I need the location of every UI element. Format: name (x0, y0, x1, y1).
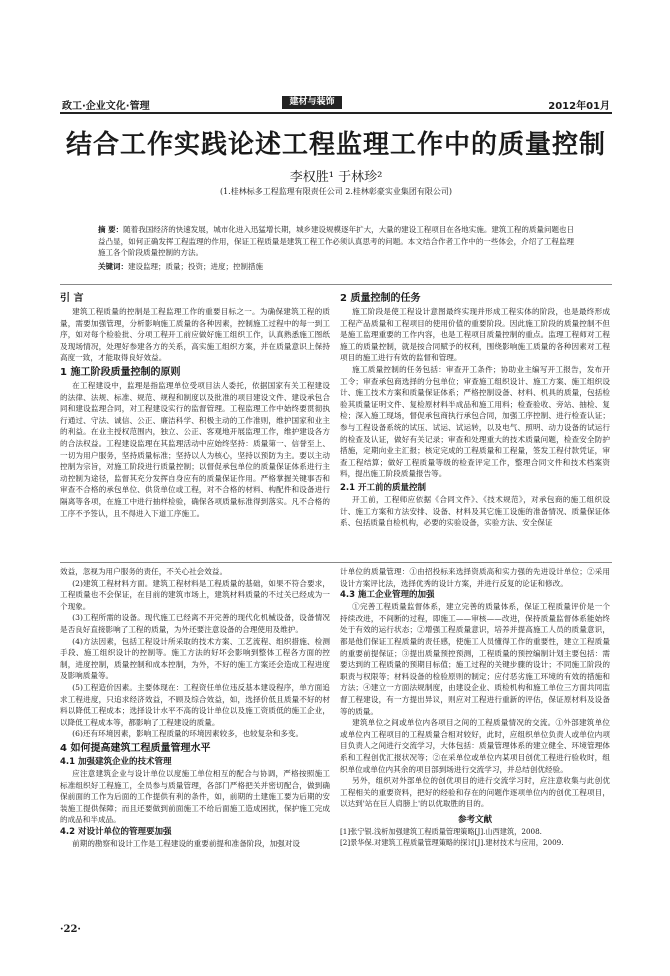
right-cont-text: 计单位的质量管理：①由招投标来选择资质高和实力强的先进设计单位；②采用设计方案评比法，选择优秀的设计方案，并进行反复的论证和修改。 (340, 567, 610, 588)
section-2-1-text: 开工前，工程师应依据《合同文件》、《技术规范》，对承包商的施工组织设计、施工方案和方法安排、设备、材料及其它施工设施的准备情况、质量保证体系、包括质量自检机构，必要的实验设备，实验方法、安全保证 (340, 494, 610, 528)
intro-heading: 引 言 (60, 293, 84, 304)
closing-text: 另外，组织对外部单位的创优项目的进行交流学习时，应注意收集与此创优工程相关的重要资料，把好的经验和存在的问题作逐项单位内的创优工程项目，以达到'站在巨人肩膀上'的以优取胜的目的。 (340, 776, 610, 809)
left-cont-text: 效益，忽视为用户服务的责任，不关心社会效益。 (60, 567, 228, 576)
left-column-bottom (60, 566, 330, 849)
section-1-text: 在工程建设中，监理是指监理单位受项目法人委托，依据国家有关工程建设的法律、法规、标准、规范、规程和制度以及批准的项目建设文件、建设承包合同和建设监理合同，对工程建设实行的监督管理。工程监理工作中始终要贯彻执行通过、守法、诚信、公正、廉洁科学、积极主动的工作准则，维护国家和业主的利益。在业主授权范围内，独立、公正、客观地开展监理工作，维护建设各方的合法权益。工程建设监理在其监理活动中应始终坚持：质量第一、信誉至上、一切为用户服务，坚持质量标准；坚持以人为核心，坚持以预防为主。要以主动控制为宗旨，对施工阶段进行质量控制；以督促承包单位的质量保证体系进行主动控制为途径，监督其充分发挥自身应有的质量保证作用。严格掌握关键事否和审查不合格的承包单位、供货单位或工程，对不合格的材料、构配件和设备进行隔离等各项，在施工中进行抽样检验，确保各项质量标准得到落实。凡不合格的工序不予签认，且不得进入下道工序施工。 (60, 380, 330, 518)
right-column-top (340, 292, 610, 529)
section-4-3-text: ①完善工程质量监督体系，建立完善的质量体系，保证工程质量评价是一个持续改进，不间断的过程，即施工——审核——改进，保持质量监督体系能始终处于有效的运行状态；②增强工程质量意识，培养并提高施工人员的质量意识，都是他们保证工程质量的责任感，使施工人员懂得工作的重要性，建立工程质量的重要前提保证；③提出质量预控预测，工程质量的预控编制计划主要包括：需要达到的工程质量的预期目标值；施工过程的关键步骤的设计；不同施工阶段的职责与权限等；材料设备的检验原则的制定；应付恶劣施工环境的有效的措施和方法；④建立一方面法规制度，由建设企业、质检机构和施工单位三方面共同监督工程建设，有一方提出异议，则应对工程进行重新的评估，保证原材料及设备等的质量。 (340, 602, 610, 716)
reference-item: [2]景华保.对建筑工程质量管理策略的探讨[J].建材技术与应用，2009. (340, 837, 564, 847)
exchange-text: 建筑单位之间或单位内各项目之间的工程质量情况的交流。①外部建筑单位或单位内工程项目的工程质量合相对较好，此时，应组织单位负责人或单位内项目负责人之间进行交流学习，大体包括：质量管理体系的建立健全、环境管理体系和工程创优汇报状况等；②在采单位或单位内某项目创优工程进行验收时，组织单位或单位内其余的项目部到场进行交流学习，并总结创优经验。 (340, 718, 610, 774)
abstract-divider (60, 284, 612, 285)
section-4-2-text: 前期的勘察和设计工作是工程建设的重要前提和准备阶段，加强对设 (72, 838, 300, 848)
journal-name: 建材与装饰 (282, 96, 342, 109)
section-4-2-heading: 4.2 对设计单位的管理要加强 (60, 826, 172, 837)
paper-title: 结合工作实践论述工程监理工作中的质量控制 (65, 130, 606, 160)
block-divider (60, 562, 612, 563)
keywords (98, 261, 574, 273)
abstract-label: 摘 要： (98, 225, 124, 234)
affiliations: (1.桂林标多工程监理有限责任公司 2.桂林彰豪实业集团有限公司) (219, 187, 453, 196)
abstract-text (98, 224, 574, 259)
keywords-body: 建设监理；质量；投资；进度；控制措施 (128, 261, 263, 271)
section-2-1-heading: 2.1 开工前的质量控制 (340, 482, 427, 493)
intro-text: 建筑工程质量的控制是工程监理工作的重要目标之一。为确保建筑工程的质量，需要加强管理，分析影响施工质量的各种因素，控制施工过程中的每一到工序，如对每个检验批、分项工程开工前应做好施工组织工作，认真熟悉施工图纸及现场情况，处理好参建各方的关系，高实施工组织方案，并在质量意识上保持高度一致，才能取得良好效益。 (60, 307, 330, 363)
factor-cost: (5)工程造价因素。主要体现在：工程资任单位违反基本建设程序，单方面追求工程进度，只追求经济效益，不顾及综合效益，如，选择价低且质量不好的材料以降低工程成本；选择设计水平不高的设计单位以及施工资质低的施工企业，以降低工程成本等，都影响了工程建设的质量。 (60, 682, 330, 727)
section-2-text-2: 施工质量控制的任务包括：审查开工条件；协助业主编写开工报告，发布开工令；审查承包商选择的分包单位；审查施工组织设计、施工方案、施工组织设计、施工技术方案和质量保证体系；严格控制设备、材料、机具的质量，包括检验其质量证明文件、复检原材料半成品和施工用料；检查验收、旁站、抽检、复检；深入施工现场，督促承包商执行承包合同，加强工序控制、进行检查认证；参与工程设备系统的试压、试运、试运转，以及电气、照明、动力设备的试运行的检查及认证，做好有关记录；审查和处理重大的技术质量问题，检查安全防护措施，定期向业主汇报；核定完成的工程质量和工程量，签发工程付款凭证，审查工程结算；做好工程质量等级的检查评定工作，整理合同文件和技术档案资料，提出施工阶段质量报告等。 (340, 364, 610, 479)
factor-methods: (4)方法因素，包括工程设计所采取的技术方案、工艺流程、组织措施、检测手段、施工组织设计的控制等。施工方法的好坏会影响到整体工程各方面的控制，进度控制，质量控制和成本控制，为外，不好的施工方案还会造成工程进度及影响质量等。 (60, 636, 330, 681)
keywords-label: 关键词： (98, 261, 128, 271)
abstract (98, 224, 574, 272)
reference-item: [1]张宁银.浅析加强建筑工程质量管理策略[J].山西建筑，2008. (340, 826, 542, 836)
factor-equipment: (3)工程所需的设备。现代施工已经离不开完善的现代化机械设备，设备情况是否良好直接影响了工程的质量，为外还要注意设备的合理使用及维护。 (60, 613, 330, 634)
abstract-body: 随着我国经济的快速发展，城市化进入迅猛增长期，城乡建设规模逐年扩大，大量的建设工程项目在各地实施。建筑工程的质量问题也日益凸显，如何正确发挥工程监理的作用，保证工程质量是建筑工程工作必须认真思考的问题。本文结合作者工作中的一些体会，介绍了工程监理施工各个阶段质量控制的方法。 (98, 225, 574, 257)
section-4-heading: 4 如何提高建筑工程质量管理水平 (60, 742, 211, 754)
section-4-1-heading: 4.1 加强建筑企业的技术管理 (60, 756, 172, 767)
section-4-1-text: 应注意建筑企业与设计单位以度施工单位相互的配合与协调，严格按照施工标准组织好工程施工，全员参与质量管理，各部门严格把关并密切配合，做到确保前面的工作为后面的工作提供有利的条件，如，前期的土建施工要为后期的安装施工提供保障；而且还要做到前面施工不给后面施工造成困扰，保护施工完成的成品和半成品。 (60, 768, 330, 825)
factor-environment: (6)还有环境因素，影响工程质量的环境因素较多，也较复杂和多变。 (72, 729, 304, 739)
authors: 李权胜¹ 于林珍² (289, 170, 383, 185)
page-number: ·22· (60, 924, 81, 935)
section-4-3-heading: 4.3 施工企业管理的加强 (340, 590, 435, 601)
section-1-heading: 1 施工阶段质量控制的原则 (60, 366, 181, 378)
left-column-top (60, 292, 330, 519)
issue-date: 2012年01月 (548, 101, 610, 112)
section-2-heading: 2 质量控制的任务 (340, 293, 421, 304)
references-heading: 参考文献 (457, 814, 492, 825)
header-rule (60, 112, 612, 114)
section-2-text-1: 施工阶段是使工程设计意图最终实现并形成工程实体的阶段，也是最终形成工程产品质量和工程项目的使用价值的重要阶段。因此施工阶段的质量控制不但是施工监理重要的工作内容，也是工程项目质量控制的重点。监理工程师对工程施工的质量控制，就是按合同赋予的权利，围绕影响施工质量的各种因素对工程项目的施工进行有效的监督和管理。 (340, 307, 610, 363)
factor-materials: (2)建筑工程材料方面。建筑工程材料是工程质量的基础，如果不符合要求，工程质量也不会保证，在目前的建筑市场上，建筑材料质量的不过关已经成为一个现象。 (60, 578, 330, 611)
journal-section: 政工·企业文化·管理 (62, 101, 150, 112)
right-column-bottom (340, 566, 610, 848)
